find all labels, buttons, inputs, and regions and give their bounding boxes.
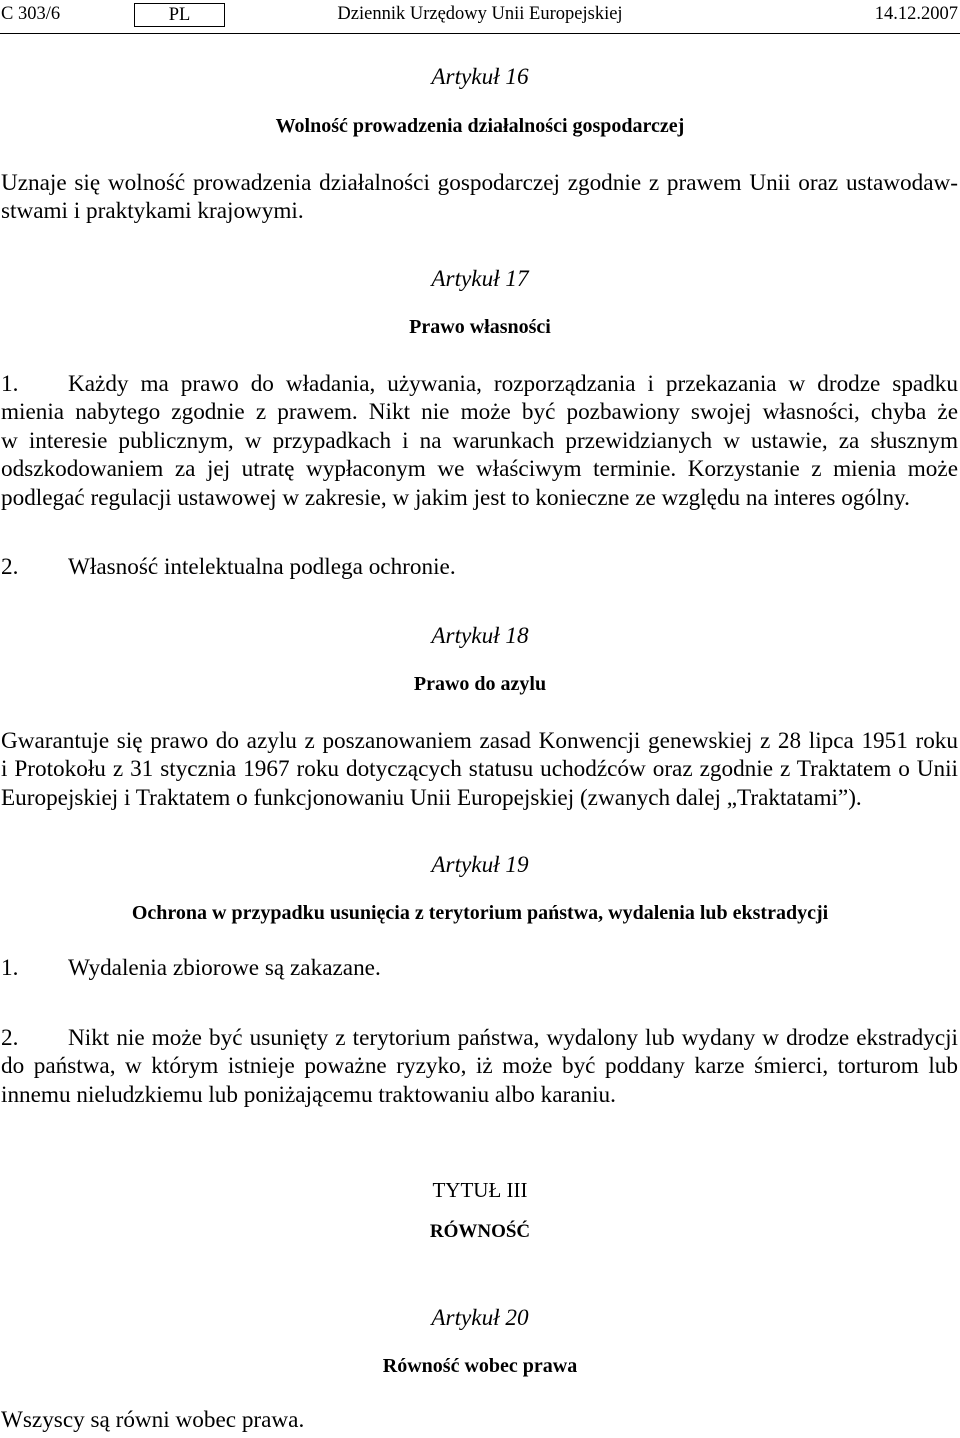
language-code-box: PL	[134, 3, 225, 27]
article-title: Wolność prowadzenia działalności gospodarczej	[275, 115, 685, 137]
article-paragraph	[1, 1406, 958, 1434]
article-paragraph	[1, 169, 958, 226]
article-number: Artykuł 17	[431, 266, 529, 292]
article-number: Artykuł 18	[431, 623, 529, 649]
article-number: Artykuł 19	[431, 852, 529, 878]
text-line: stwami i praktykami krajowymi.	[1, 198, 304, 225]
article-title: Prawo własności	[409, 316, 551, 338]
numbered-paragraph	[1, 954, 958, 982]
article-paragraph	[1, 727, 958, 812]
text-line: Gwarantuje się prawo do azylu z poszanowaniem zasad Konwencji genewskiej z 28 lipca 1951 roku	[1, 728, 958, 754]
text-line	[1, 553, 958, 581]
text-line: Uznaje się wolność prowadzenia działalności gospodarczej zgodnie z prawem Unii oraz ustawodaw-	[1, 170, 958, 196]
numbered-paragraph	[1, 1024, 958, 1109]
paragraph-number: 2.	[1, 1025, 19, 1051]
journal-title: Dziennik Urzędowy Unii Europejskiej	[337, 4, 623, 24]
text-line	[1, 1024, 958, 1052]
article-number: Artykuł 16	[431, 64, 529, 90]
header-rule	[0, 33, 960, 34]
text-line: Europejskiej i Traktatem o funkcjonowaniu Unii Europejskiej (zwanych dalej „Traktatami”).	[1, 784, 862, 811]
journal-reference: C 303/6	[1, 4, 61, 24]
text-line: odszkodowaniem za jej utratę wypłaconym we właściwym terminie. Korzystanie z mienia może	[1, 456, 958, 483]
numbered-paragraph	[1, 553, 958, 581]
article-title: Prawo do azylu	[413, 673, 547, 695]
article-number: Artykuł 20	[431, 1305, 529, 1331]
title-name: RÓWNOŚĆ	[429, 1221, 531, 1242]
line-text: Każdy ma prawo do władania, używania, rozporządzania i przekazania w drodze spadku	[68, 371, 958, 397]
text-line	[1, 954, 958, 982]
article-title: Równość wobec prawa	[382, 1355, 578, 1377]
paragraph-number: 1.	[1, 955, 19, 981]
paragraph-number: 2.	[1, 554, 19, 580]
article-title: Ochrona w przypadku usunięcia z terytorium państwa, wydalenia lub ekstradycji	[131, 902, 829, 924]
line-text: Wydalenia zbiorowe są zakazane.	[68, 955, 381, 981]
line-text: Nikt nie może być usunięty z terytorium państwa, wydalony lub wydany w drodze ekstradycji	[68, 1025, 958, 1051]
text-line: i Protokołu z 31 stycznia 1967 roku dotyczących statusu uchodźców oraz zgodnie z Traktatem o Unii	[1, 756, 958, 783]
text-line: mienia nabytego zgodnie z prawem. Nikt nie może być pozbawiony swojej własności, chyba że	[1, 399, 958, 426]
text-line: Wszyscy są równi wobec prawa.	[1, 1407, 305, 1433]
title-label: TYTUŁ III	[432, 1178, 528, 1202]
text-line: do państwa, w którym istnieje poważne ryzyko, iż może być poddany karze śmierci, torturom lub	[1, 1053, 958, 1080]
line-text: Własność intelektualna podlega ochronie.	[68, 554, 456, 580]
numbered-paragraph	[1, 370, 958, 512]
text-line: podlegać regulacji ustawowej w zakresie, w jakim jest to konieczne ze względu na interes ogólny.	[1, 484, 910, 511]
paragraph-number: 1.	[1, 371, 19, 397]
text-line	[1, 370, 958, 398]
text-line: w interesie publicznym, w przypadkach i na warunkach przewidzianych w ustawie, za słusznym	[1, 427, 958, 454]
publication-date: 14.12.2007	[874, 4, 958, 24]
text-line: innemu nieludzkiemu lub poniżającemu traktowaniu albo karaniu.	[1, 1081, 616, 1108]
